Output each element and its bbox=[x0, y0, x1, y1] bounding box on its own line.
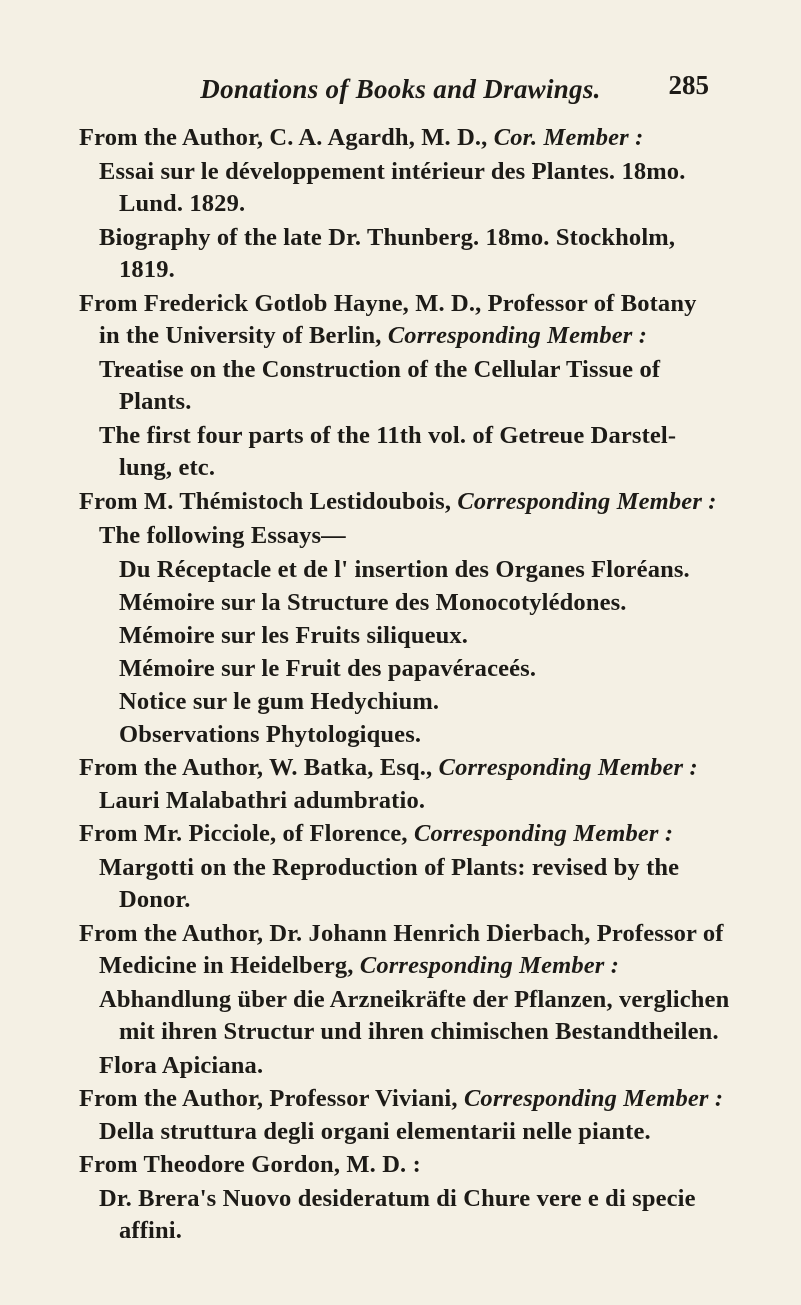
donor-line-continued: Medicine in Heidelberg, Corresponding Member : bbox=[99, 952, 620, 979]
donor-line: From the Author, W. Batka, Esq., Corresponding Member : bbox=[79, 754, 698, 781]
donor-line: From M. Thémistoch Lestidoubois, Corresponding Member : bbox=[79, 488, 717, 515]
member-role: Corresponding Member : bbox=[463, 1085, 724, 1112]
donation-item-continued: Plants. bbox=[119, 388, 192, 415]
member-role: Cor. Member : bbox=[493, 124, 644, 151]
donation-item: Margotti on the Reproduction of Plants: revised by the bbox=[99, 854, 680, 881]
page-number: 285 bbox=[668, 70, 709, 100]
donation-item: Della struttura degli organi elementarii nelle piante. bbox=[99, 1118, 651, 1145]
donation-item: The first four parts of the 11th vol. of Getreue Darstel- bbox=[99, 422, 677, 449]
donor-line: From Mr. Picciole, of Florence, Corresponding Member : bbox=[79, 820, 674, 847]
donation-item: Observations Phytologiques. bbox=[119, 721, 422, 748]
running-title: Donations of Books and Drawings. bbox=[200, 74, 601, 104]
donation-item: Essai sur le développement intérieur des Plantes. 18mo. bbox=[99, 158, 686, 185]
member-role: Corresponding Member : bbox=[438, 754, 698, 781]
donation-item: Mémoire sur les Fruits siliqueux. bbox=[119, 622, 469, 649]
member-role: Corresponding Member : bbox=[413, 820, 674, 847]
donor-line: From Frederick Gotlob Hayne, M. D., Professor of Botany bbox=[79, 290, 697, 317]
donation-item: Du Réceptacle et de l' insertion des Organes Floréans. bbox=[119, 556, 690, 583]
donation-item-continued: affini. bbox=[119, 1217, 182, 1244]
donation-item: Lauri Malabathri adumbratio. bbox=[99, 787, 426, 814]
donor-line: From the Author, Dr. Johann Henrich Dierbach, Professor of bbox=[79, 920, 724, 947]
donation-item: Abhandlung über die Arzneikräfte der Pflanzen, verglichen bbox=[99, 986, 730, 1013]
page-header bbox=[0, 70, 801, 110]
donation-item-continued: Donor. bbox=[119, 886, 191, 913]
donor-line: From the Author, Professor Viviani, Corresponding Member : bbox=[79, 1085, 724, 1112]
donation-item: Treatise on the Construction of the Cellular Tissue of bbox=[99, 356, 661, 383]
donation-item: Dr. Brera's Nuovo desideratum di Chure vere e di specie bbox=[99, 1185, 696, 1212]
donation-item-continued: mit ihren Structur und ihren chimischen Bestandtheilen. bbox=[119, 1018, 719, 1045]
donation-item: Biography of the late Dr. Thunberg. 18mo. Stockholm, bbox=[99, 224, 676, 251]
member-role: Corresponding Member : bbox=[359, 952, 620, 979]
donation-item-continued: Lund. 1829. bbox=[119, 190, 246, 217]
donation-item: Flora Apiciana. bbox=[99, 1052, 264, 1079]
donor-line: From Theodore Gordon, M. D. : bbox=[79, 1151, 421, 1178]
donation-item: Mémoire sur la Structure des Monocotylédones. bbox=[119, 589, 627, 616]
donation-item-continued: 1819. bbox=[119, 256, 175, 283]
member-role: Corresponding Member : bbox=[457, 488, 717, 515]
donor-line: From the Author, C. A. Agardh, M. D., Cor. Member : bbox=[79, 124, 644, 151]
donation-intro: The following Essays— bbox=[99, 522, 346, 549]
donor-line-continued: in the University of Berlin, Corresponding Member : bbox=[99, 322, 648, 349]
member-role: Corresponding Member : bbox=[387, 322, 648, 349]
donation-item-continued: lung, etc. bbox=[119, 454, 216, 481]
donation-item: Mémoire sur le Fruit des papavéraceés. bbox=[119, 655, 537, 682]
donation-item: Notice sur le gum Hedychium. bbox=[119, 688, 440, 715]
